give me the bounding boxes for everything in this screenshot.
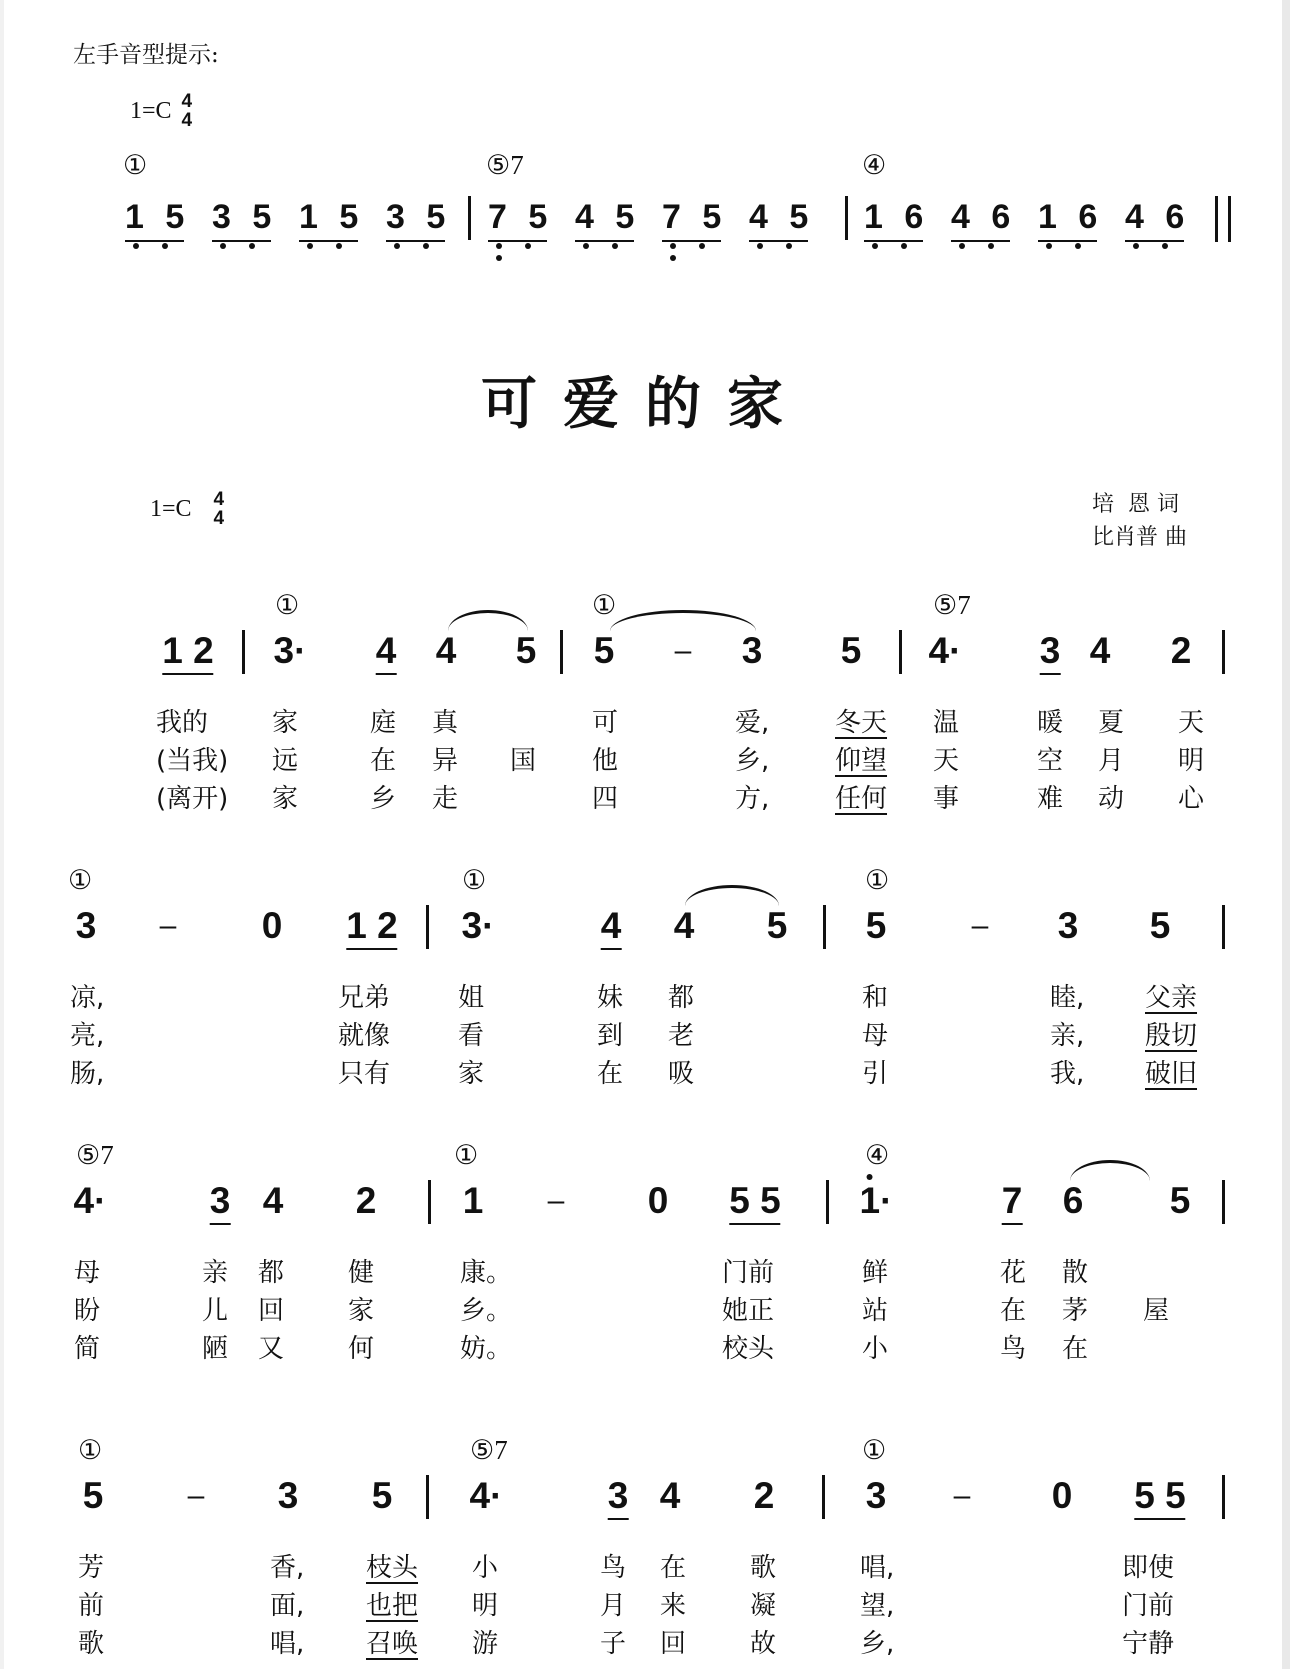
low-octave-dot xyxy=(670,243,676,249)
chord-symbol: ① xyxy=(862,1435,887,1465)
lyric-word: 任何 xyxy=(835,784,888,814)
melody-note: 4 xyxy=(435,630,457,671)
lyric-word: 父亲 xyxy=(1145,983,1198,1013)
low-octave-dot xyxy=(786,243,792,249)
lyric-word: 家 xyxy=(458,1059,485,1089)
lyric-word: (离开) xyxy=(156,784,229,814)
lyric-word: 门前 xyxy=(1122,1591,1175,1621)
melody-note: 2 xyxy=(355,1180,377,1221)
lyric-word: 到 xyxy=(597,1021,624,1051)
lyric-word: 小 xyxy=(862,1334,889,1364)
lyric-word: 茅 xyxy=(1062,1296,1089,1326)
lyric-word: 芳 xyxy=(78,1553,105,1583)
melody-note: 3 xyxy=(741,630,763,671)
bar-line xyxy=(1222,905,1225,949)
lyric-word: 鸟 xyxy=(600,1553,627,1583)
lyric-word: 前 xyxy=(78,1591,105,1621)
note-group: 7 5 xyxy=(488,198,554,236)
melody-note: 5 xyxy=(766,905,788,946)
lyric-word: 香, xyxy=(270,1553,305,1583)
composer: 比肖普 曲 xyxy=(1092,525,1187,550)
lyric-word: 故 xyxy=(750,1629,777,1659)
low-octave-dot xyxy=(336,243,342,249)
low-octave-dot xyxy=(1046,243,1052,249)
chord-symbol: ① xyxy=(68,865,93,895)
melody-note: 4 xyxy=(262,1180,284,1221)
bar-line xyxy=(826,1180,829,1224)
low-octave-dot xyxy=(307,243,313,249)
lyric-word: 又 xyxy=(258,1334,285,1364)
lyric-word: 就像 xyxy=(338,1021,391,1051)
melody-note: 4· xyxy=(928,630,962,671)
song-title: 可爱的家 xyxy=(481,371,809,437)
chord-symbol: ⑤7 xyxy=(933,590,971,620)
melody-note: 4 xyxy=(375,630,397,671)
melody-note: 3· xyxy=(273,630,307,671)
bar-line xyxy=(845,196,848,240)
lyric-word: 我, xyxy=(1050,1059,1085,1089)
note-group: 4 5 xyxy=(575,198,641,236)
melody-note: 5 xyxy=(371,1475,393,1516)
lyric-word: 仰望 xyxy=(835,746,888,776)
lyric-word: 兄弟 xyxy=(338,983,391,1013)
lyric-word: 她正 xyxy=(722,1296,775,1326)
lyric-word: 真 xyxy=(432,708,459,738)
lyric-word: 康。 xyxy=(460,1258,513,1288)
high-octave-dot xyxy=(866,1174,872,1180)
lyric-word: 散 xyxy=(1062,1258,1089,1288)
lyric-word: 空 xyxy=(1037,746,1064,776)
lyric-word: 在 xyxy=(370,746,397,776)
melody-note: 5 xyxy=(840,630,862,671)
lyric-word: 面, xyxy=(270,1591,305,1621)
bar-line xyxy=(242,630,245,674)
melody-note: 1· xyxy=(860,1180,893,1222)
time-top: 4 xyxy=(181,91,193,112)
chord-symbol: ① xyxy=(462,865,487,895)
melody-note: 5 5 xyxy=(1134,1475,1186,1516)
time-top: 4 xyxy=(213,489,225,510)
lyric-word: 吸 xyxy=(668,1059,695,1089)
low-octave-dot xyxy=(670,255,676,261)
lyric-word: 国 xyxy=(510,746,537,776)
low-octave-dot xyxy=(220,243,226,249)
chord-symbol: ① xyxy=(123,150,148,180)
melody-note: 4· xyxy=(469,1475,503,1516)
sustain-dash: – xyxy=(971,909,989,942)
note-group: 1 6 xyxy=(1038,198,1104,236)
chord-symbol: ① xyxy=(865,865,890,895)
note-group: 1 5 xyxy=(299,198,365,236)
lyric-word: 即使 xyxy=(1122,1553,1175,1583)
chord-symbol: ① xyxy=(78,1435,103,1465)
lyric-word: 凝 xyxy=(750,1591,777,1621)
time-bottom: 4 xyxy=(181,110,193,131)
lyric-word: 妹 xyxy=(597,983,624,1013)
chord-symbol: ④ xyxy=(865,1140,890,1170)
bar-line xyxy=(899,630,902,674)
melody-note: 1 2 xyxy=(346,905,398,946)
lyric-word: 家 xyxy=(272,708,299,738)
note-group: 1 6 xyxy=(864,198,930,236)
lyric-word: 四 xyxy=(592,784,619,814)
bar-line xyxy=(1222,1475,1225,1519)
lyric-word: 乡。 xyxy=(460,1296,513,1326)
sustain-dash: – xyxy=(187,1479,205,1512)
lyric-word: 乡, xyxy=(860,1629,895,1659)
chord-symbol: ① xyxy=(592,590,617,620)
lyric-word: 也把 xyxy=(366,1591,419,1621)
lyric-word: 花 xyxy=(1000,1258,1027,1288)
lyric-word: 可 xyxy=(592,708,619,738)
lyric-word: 来 xyxy=(660,1591,687,1621)
lyric-word: 在 xyxy=(597,1059,624,1089)
slur xyxy=(448,610,528,631)
chord-symbol: ① xyxy=(454,1140,479,1170)
lyric-word: 枝头 xyxy=(366,1553,419,1583)
chord-symbol: ④ xyxy=(862,150,887,180)
low-octave-dot xyxy=(525,243,531,249)
lyric-word: 家 xyxy=(272,784,299,814)
melody-note: 5 xyxy=(1169,1180,1191,1221)
lyric-word: 远 xyxy=(272,746,299,776)
lyric-word: 母 xyxy=(74,1258,101,1288)
melody-note: 3 xyxy=(865,1475,887,1516)
lyric-word: 老 xyxy=(668,1021,695,1051)
lyric-word: 何 xyxy=(348,1334,375,1364)
melody-note: 3 xyxy=(209,1180,231,1221)
lyric-word: 门前 xyxy=(722,1258,775,1288)
bar-line xyxy=(823,905,826,949)
song-key: 1=C xyxy=(150,495,192,522)
lyric-word: 月 xyxy=(1098,746,1125,776)
lyric-word: 回 xyxy=(258,1296,285,1326)
sustain-dash: – xyxy=(953,1479,971,1512)
lyric-word: 暖 xyxy=(1037,708,1064,738)
chord-symbol: ⑤7 xyxy=(470,1435,508,1465)
lyric-word: 妨。 xyxy=(460,1334,513,1364)
lyric-word: 温 xyxy=(933,708,960,738)
melody-note: 0 xyxy=(1051,1475,1073,1516)
lyric-word: 明 xyxy=(472,1591,499,1621)
melody-note: 3 xyxy=(1039,630,1061,671)
lyric-word: 唱, xyxy=(270,1629,305,1659)
lyric-word: 在 xyxy=(1062,1334,1089,1364)
lyric-word: 都 xyxy=(258,1258,285,1288)
note-group: 3 5 xyxy=(386,198,452,236)
low-octave-dot xyxy=(959,243,965,249)
lyric-word: 天 xyxy=(933,746,960,776)
melody-note: 3 xyxy=(1057,905,1079,946)
lyric-word: 儿 xyxy=(202,1296,229,1326)
lyric-word: 屋 xyxy=(1143,1296,1170,1326)
lyric-word: 他 xyxy=(592,746,619,776)
note-group: 4 6 xyxy=(951,198,1017,236)
lyricist: 培 恩 词 xyxy=(1092,492,1179,517)
low-octave-dot xyxy=(249,243,255,249)
chord-symbol: ⑤7 xyxy=(76,1140,114,1170)
left-hand-hint-label: 左手音型提示: xyxy=(73,42,219,68)
melody-note: 6 xyxy=(1062,1180,1084,1221)
hint-time-signature xyxy=(182,92,193,130)
note-group: 4 5 xyxy=(749,198,815,236)
lyric-word: 走 xyxy=(432,784,459,814)
lyric-word: 乡, xyxy=(735,746,770,776)
melody-note: 4 xyxy=(659,1475,681,1516)
lyric-word: 异 xyxy=(432,746,459,776)
lyric-word: 凉, xyxy=(70,983,105,1013)
lyric-word: 陋 xyxy=(202,1334,229,1364)
lyric-word: 心 xyxy=(1178,784,1205,814)
lyric-word: 鸟 xyxy=(1000,1334,1027,1364)
melody-note: 5 xyxy=(82,1475,104,1516)
note-group: 7 5 xyxy=(662,198,728,236)
final-double-bar xyxy=(1215,196,1231,242)
lyric-word: 宁静 xyxy=(1122,1629,1175,1659)
melody-note: 1 xyxy=(462,1180,484,1221)
melody-note: 2 xyxy=(1170,630,1192,671)
lyric-word: 召唤 xyxy=(366,1629,419,1659)
credits xyxy=(1092,488,1187,554)
lyric-word: 难 xyxy=(1037,784,1064,814)
hint-key: 1=C xyxy=(130,97,172,124)
lyric-word: 母 xyxy=(862,1021,889,1051)
hint-key-signature xyxy=(130,92,192,130)
low-octave-dot xyxy=(757,243,763,249)
lyric-word: 乡 xyxy=(370,784,397,814)
lyric-word: 方, xyxy=(735,784,770,814)
lyric-word: 事 xyxy=(933,784,960,814)
low-octave-dot xyxy=(394,243,400,249)
melody-note: 5 xyxy=(593,630,615,671)
lyric-word: 引 xyxy=(862,1059,889,1089)
lyric-word: 小 xyxy=(472,1553,499,1583)
lyric-word: 天 xyxy=(1178,708,1205,738)
bar-line xyxy=(426,1475,429,1519)
low-octave-dot xyxy=(133,243,139,249)
bar-line xyxy=(1222,1180,1225,1224)
melody-note: 3 xyxy=(75,905,97,946)
song-key-signature xyxy=(150,490,224,528)
low-octave-dot xyxy=(699,243,705,249)
lyric-word: 看 xyxy=(458,1021,485,1051)
melody-note: 3· xyxy=(461,905,495,946)
lyric-word: 简 xyxy=(74,1334,101,1364)
low-octave-dot xyxy=(1075,243,1081,249)
slur xyxy=(610,610,756,631)
lyric-word: 肠, xyxy=(70,1059,105,1089)
bar-line xyxy=(428,1180,431,1224)
lyric-word: 鲜 xyxy=(862,1258,889,1288)
lyric-word: 夏 xyxy=(1098,708,1125,738)
lyric-word: 睦, xyxy=(1050,983,1085,1013)
low-octave-dot xyxy=(423,243,429,249)
melody-note: 5 xyxy=(1149,905,1171,946)
lyric-word: 爱, xyxy=(735,708,770,738)
page-left-edge xyxy=(0,0,4,1669)
lyric-word: 在 xyxy=(1000,1296,1027,1326)
melody-note: 2 xyxy=(753,1475,775,1516)
melody-note: 5 5 xyxy=(729,1180,781,1221)
lyric-word: 姐 xyxy=(458,983,485,1013)
sustain-dash: – xyxy=(159,909,177,942)
lyric-word: 都 xyxy=(668,983,695,1013)
lyric-word: 明 xyxy=(1178,746,1205,776)
lyric-word: 动 xyxy=(1098,784,1125,814)
lyric-word: 唱, xyxy=(860,1553,895,1583)
lyric-word: 盼 xyxy=(74,1296,101,1326)
melody-note: 4· xyxy=(73,1180,107,1221)
chord-symbol: ⑤7 xyxy=(486,150,524,180)
melody-note: 4 xyxy=(673,905,695,946)
low-octave-dot xyxy=(1133,243,1139,249)
page-right-edge xyxy=(1282,0,1290,1669)
lyric-word: 歌 xyxy=(750,1553,777,1583)
chord-symbol: ① xyxy=(275,590,300,620)
bar-line xyxy=(822,1475,825,1519)
lyric-word: 和 xyxy=(862,983,889,1013)
lyric-word: 亮, xyxy=(70,1021,105,1051)
lyric-word: 子 xyxy=(600,1629,627,1659)
lyric-word: 回 xyxy=(660,1629,687,1659)
low-octave-dot xyxy=(583,243,589,249)
lyric-word: 殷切 xyxy=(1145,1021,1198,1051)
sustain-dash: – xyxy=(547,1184,565,1217)
low-octave-dot xyxy=(901,243,907,249)
melody-note: 5 xyxy=(515,630,537,671)
note-group: 4 6 xyxy=(1125,198,1191,236)
bar-line xyxy=(426,905,429,949)
low-octave-dot xyxy=(496,243,502,249)
melody-note: 5 xyxy=(865,905,887,946)
lyric-word: 歌 xyxy=(78,1629,105,1659)
lyric-word: 月 xyxy=(600,1591,627,1621)
lyric-word: 我的 xyxy=(156,708,209,738)
lyric-word: 家 xyxy=(348,1296,375,1326)
low-octave-dot xyxy=(1162,243,1168,249)
lyric-word: 亲 xyxy=(202,1258,229,1288)
lyric-word: 亲, xyxy=(1050,1021,1085,1051)
slur xyxy=(685,885,779,906)
lyric-word: 只有 xyxy=(338,1059,391,1089)
note-group: 3 5 xyxy=(212,198,278,236)
sustain-dash: – xyxy=(674,634,692,667)
lyric-word: 游 xyxy=(472,1629,499,1659)
melody-note: 4 xyxy=(1089,630,1111,671)
lyric-word: 校头 xyxy=(722,1334,775,1364)
note-group: 1 5 xyxy=(125,198,191,236)
bar-line xyxy=(1222,630,1225,674)
melody-note: 3 xyxy=(607,1475,629,1516)
melody-note: 3 xyxy=(277,1475,299,1516)
low-octave-dot xyxy=(162,243,168,249)
time-bottom: 4 xyxy=(213,508,225,529)
lyric-word: 在 xyxy=(660,1553,687,1583)
lyric-word: 冬天 xyxy=(835,708,888,738)
lyric-word: 庭 xyxy=(370,708,397,738)
lyric-word: 站 xyxy=(862,1296,889,1326)
low-octave-dot xyxy=(872,243,878,249)
slur xyxy=(1070,1160,1150,1181)
melody-note: 7 xyxy=(1001,1180,1023,1221)
song-time-signature xyxy=(214,490,225,528)
melody-note: 0 xyxy=(647,1180,669,1221)
low-octave-dot xyxy=(988,243,994,249)
low-octave-dot xyxy=(612,243,618,249)
melody-note: 1 2 xyxy=(162,630,214,671)
lyric-word: 健 xyxy=(348,1258,375,1288)
low-octave-dot xyxy=(496,255,502,261)
melody-note: 4 xyxy=(600,905,622,946)
lyric-word: (当我) xyxy=(156,746,229,776)
bar-line xyxy=(468,196,471,240)
melody-note: 0 xyxy=(261,905,283,946)
lyric-word: 破旧 xyxy=(1145,1059,1198,1089)
lyric-word: 望, xyxy=(860,1591,895,1621)
bar-line xyxy=(560,630,563,674)
